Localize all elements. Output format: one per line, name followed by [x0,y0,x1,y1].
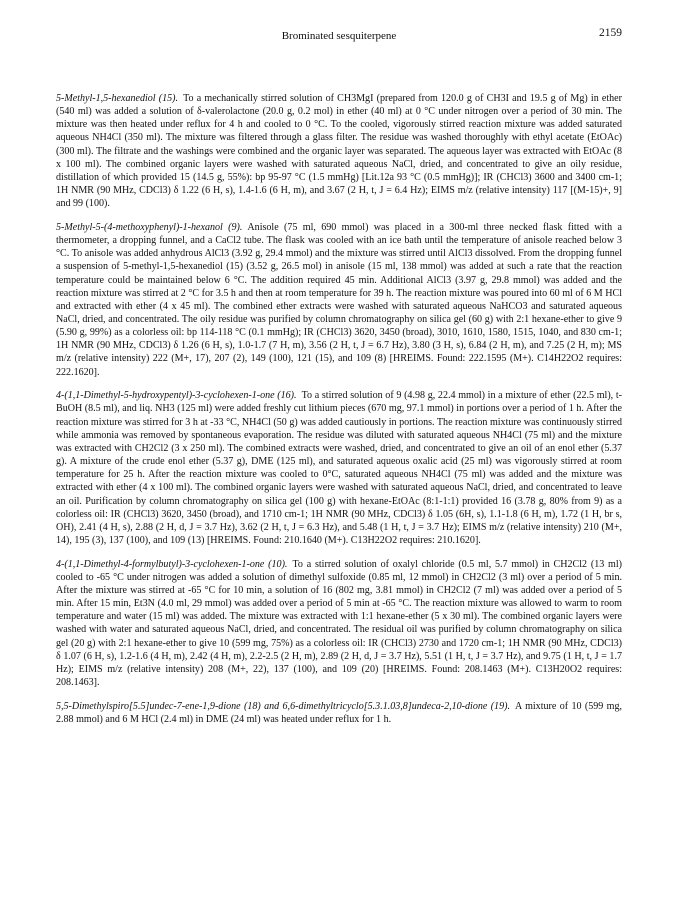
compound-title: 5-Methyl-5-(4-methoxyphenyl)-1-hexanol (9). [56,221,243,233]
procedure-text: To a mechanically stirred solution of CH3MgI (prepared from 120.0 g of CH3I and 19.5 g of Mg) in ether (540 ml) was added a solution of δ-valerolactone (20.0 g, 0.2 mol) in ether (40 ml) at 0 °C under nitrogen over a period of 30 min. The mixture was then heated under reflux for 4 h and cooled to 0 °C. To the cooled, vigorously stirred reaction mixture was added saturated aqueous NH4Cl (350 ml). The mixture was filtered through a glass filter. The residue was washed thoroughly with ethyl acetate (EtOAc) (300 ml). The filtrate and the washings were combined and the organic layer was separated. The aqueous layer was extracted with EtOAc (8 x 100 ml). The combined organic layers were washed with saturated aqueous NaCl, dried, and concentrated to give an oily residue, distillation of which provided 15 (14.5 g, 55%): bp 95-97 °C (1.5 mmHg) [Lit.12a 93 °C (0.5 mmHg)]; IR (CHCl3) 3600 and 3400 cm-1; 1H NMR (90 MHz, CDCl3) δ 1.22 (6 H, s), 1.4-1.6 (6 H, m), and 3.67 (2 H, t, J = 6.4 Hz); EIMS m/z (relative intensity) 117 [(M-15)+, 9] and 99 (100). [56,93,622,210]
procedure-paragraph [56,700,622,726]
procedure-text: A mixture of 10 (599 mg, 2.88 mmol) and 6 M HCl (2.4 ml) in DME (24 ml) was heated under reflux for 1 h. [56,700,622,725]
experimental-section [56,92,622,737]
procedure-paragraph [56,221,622,379]
compound-title: 4-(1,1-Dimethyl-5-hydroxypentyl)-3-cyclohexen-1-one (16). [56,390,297,402]
procedure-paragraph [56,558,622,690]
procedure-paragraph [56,389,622,547]
page-header [56,27,622,43]
procedure-text: To a stirred solution of 9 (4.98 g, 22.4 mmol) in a mixture of ether (22.5 ml), t-BuOH (8.5 ml), and liq. NH3 (125 ml) were added freshly cut lithium pieces (670 mg, 97.1 mmol) in portions over a period of 1 h. After the reaction mixture was stirred for 3 h at -33 °C, NH4Cl (50 g) was added cautiously in portions. The reaction mixture was continuously stirred while ammonia was removed by spontaneous evaporation. The residue was diluted with saturated aqueous NH4Cl (75 ml) and the mixture was extracted with CH2Cl2 (3 x 250 ml). The combined extracts were washed, dried, and concentrated to give an oil of an enol ether (5.37 g). A mixture of the crude enol ether (5.37 g), DME (125 ml), and saturated aqueous oxalic acid (25 ml) was vigorously stirred at room temperature for 25 h. After the reaction mixture was cooled to 0°C, saturated aqueous NH4Cl (75 ml) was added and the mixture was extracted with ether (4 x 100 ml). The combined organic layers were washed with saturated aqueous NaCl, dried, and concentrated to leave an oil. Purification by column chromatography on silica gel (100 g) with hexane-EtOAc (8:1-1:1) provided 16 (3.78 g, 80% from 9) as a colorless oil: IR (CHCl3) 3620, 3450 (broad), and 1710 cm-1; 1H NMR (90 MHz, CDCl3) δ 1.05 (6H, s), 1.1-1.8 (6 H, m), 1.72 (1 H, br s, OH), 2.41 (4 H, s), 2.88 (2 H, d, J = 3.7 Hz), 3.62 (2 H, t, J = 6.3 Hz), and 5.48 (1 H, t, J = 3.7 Hz); EIMS m/z (relative intensity) 210 (M+, 14), 195 (3), 137 (100), and 109 (13) [HREIMS. Found: 210.1640 (M+). C13H22O2 requires: 210.1620]. [56,390,623,546]
procedure-paragraph [56,92,622,210]
page-number: 2159 [599,27,622,39]
compound-title: 5,5-Dimethylspiro[5.5]undec-7-ene-1,9-dione (18) and 6,6-dimethyltricyclo[5.3.1.03,8]undeca-2,10-dione (19). [56,700,510,712]
procedure-text: To a stirred solution of oxalyl chloride (0.5 ml, 5.7 mmol) in CH2Cl2 (13 ml) cooled to -65 °C under nitrogen was added a solution of dimethyl sulfoxide (0.85 ml, 12 mmol) in CH2Cl2 (3 ml) over a period of 5 min. After the mixture was stirred at -65 °C for 10 min, a solution of 16 (802 mg, 3.81 mmol) in CH2Cl2 (7 ml) was added over a period of 5 min. After 15 min, Et3N (4.0 ml, 29 mmol) was added over a period of 5 min at -65 °C. The reaction mixture was allowed to warm to room temperature and water (15 ml) was added. The mixture was extracted with 1:1 hexane-ether (5 x 30 ml). The combined organic layers were washed with water and saturated aqueous NaCl, dried, and concentrated. The residual oil was purified by column chromatography on silica gel (20 g) with 2:1 hexane-ether to give 10 (599 mg, 75%) as a colorless oil: IR (CHCl3) 2730 and 1720 cm-1; 1H NMR (90 MHz, CDCl3) δ 1.07 (6 H, s), 1.2-1.6 (4 H, m), 2.42 (4 H, m), 2.2-2.5 (2 H, m), 2.89 (2 H, d, J = 3.7 Hz), 5.51 (1 H, t, J = 3.7 Hz), and 9.75 (1 H, t, J = 1.7 Hz); EIMS m/z (relative intensity) 208 (M+, 22), 137 (100), and 109 (20) [HREIMS. Found: 208.1463 (M+). C13H20O2 requires: 208.1463]. [56,558,622,689]
running-title: Brominated sesquiterpene [281,30,397,42]
procedure-text: Anisole (75 ml, 690 mmol) was placed in a 300-ml three necked flask fitted with a thermometer, a dropping funnel, and a CaCl2 tube. The flask was cooled with an ice bath until the temperature of anisole reached below 3 °C. To anisole was added anhydrous AlCl3 (3.92 g, 29.4 mmol) and the mixture was stirred until AlCl3 dissolved. From the dropping funnel a suspension of 5-methyl-1,5-hexanediol (15) (3.52 g, 26.5 mol) in anisole (15 ml, 138 mmol) was added at such a rate that the reaction temperature could be maintained below 6 °C. The addition required 45 min. Additional AlCl3 (3.97 g, 29.8 mmol) was added and the reaction mixture was stirred at 2 °C for 3.5 h and then at room temperature for 39 h. The reaction mixture was poured into 60 ml of 6 M HCl and extracted with ether (4 x 45 ml). The combined ether extracts were washed with saturated aqueous NaHCO3 and saturated aqueous NaCl, dried, and concentrated. The oily residue was purified by column chromatography on silica gel (60 g) with 2:1 hexane-ether to give 9 (5.90 g, 99%) as a colorless oil: bp 114-118 °C (0.1 mmHg); IR (CHCl3) 3620, 3450 (broad), 3010, 1610, 1580, 1515, 1040, and 830 cm-1; 1H NMR (90 MHz, CDCl3) δ 1.26 (6 H, s), 1.0-1.7 (7 H, m), 3.56 (2 H, t, J = 6.7 Hz), 3.80 (3 H, s), 6.84 (2 H, m), and 7.25 (2 H, m); MS m/z (relative intensity) 222 (M+, 17), 207 (2), 149 (100), 121 (15), and 109 (8) [HREIMS. Found: 222.1595 (M+). C14H22O2 requires: 222.1620]. [56,221,622,378]
compound-title: 5-Methyl-1,5-hexanediol (15). [56,93,179,104]
compound-title: 4-(1,1-Dimethyl-4-formylbutyl)-3-cyclohexen-1-one (10). [56,558,288,570]
